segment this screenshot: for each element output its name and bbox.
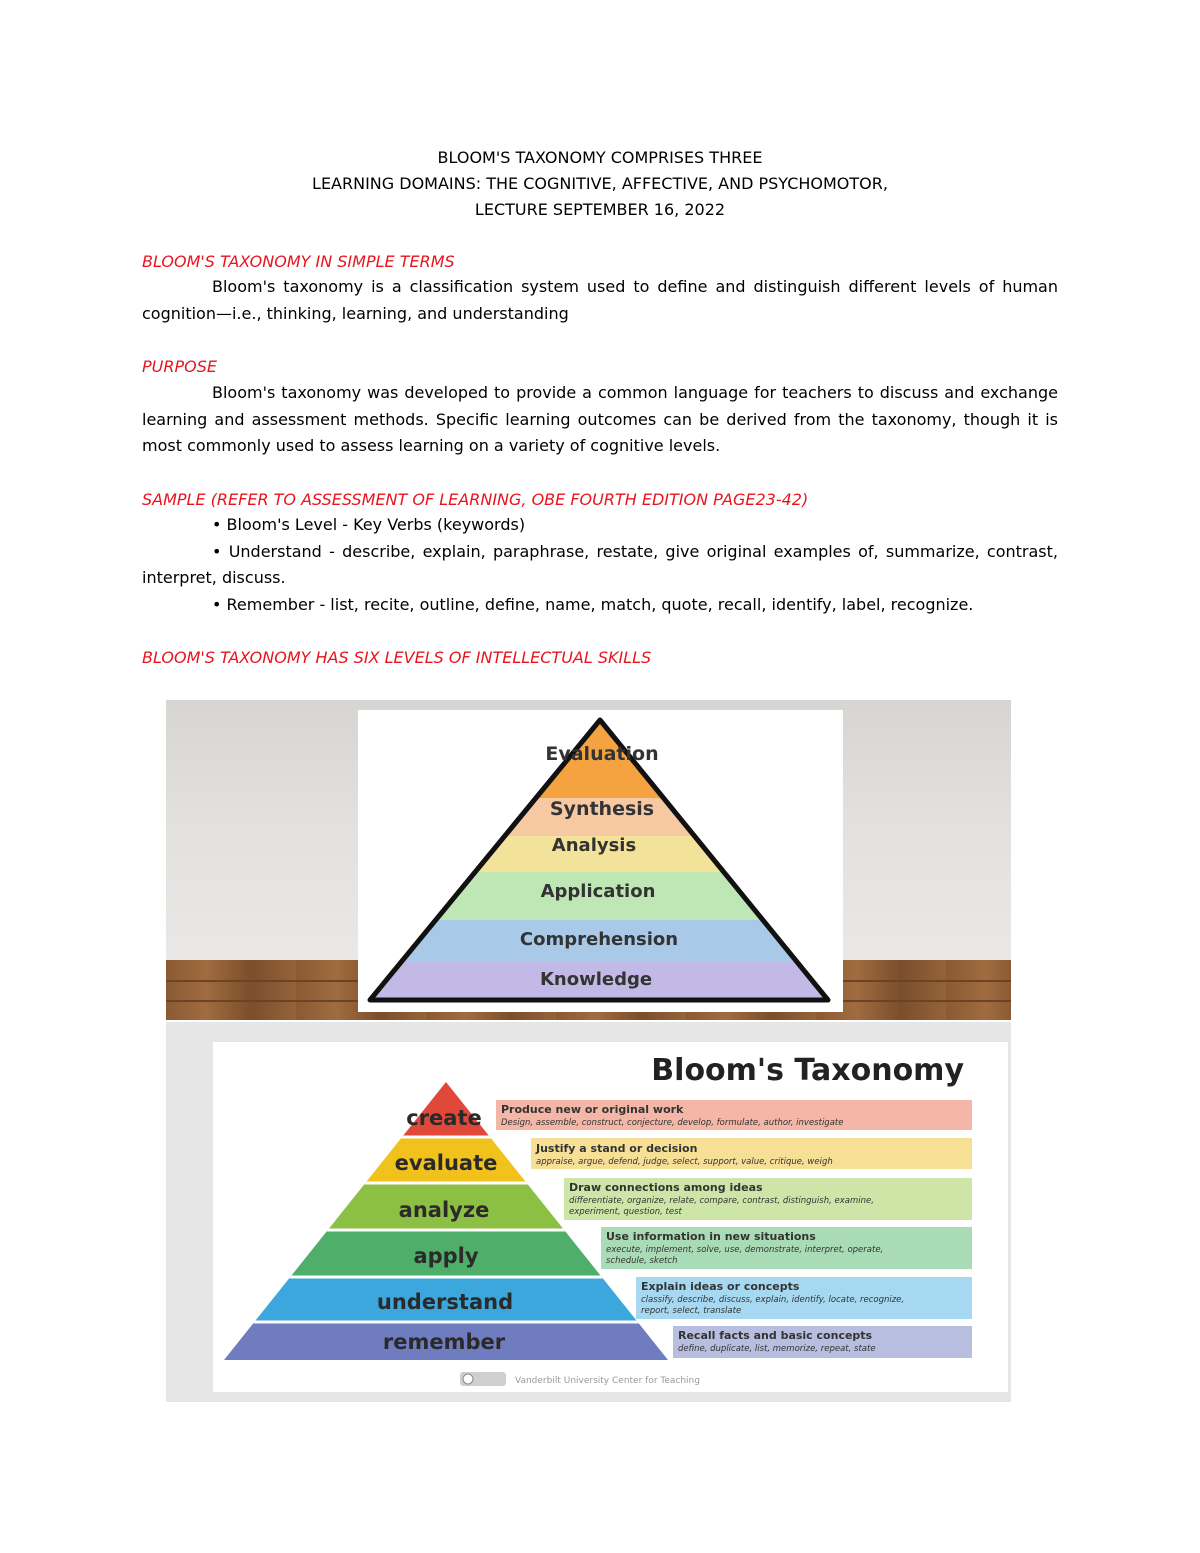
pyramid-label-evaluation: Evaluation xyxy=(545,743,659,765)
description-head-create: Produce new or original work xyxy=(501,1103,684,1116)
figure-pyramid-classic xyxy=(166,700,1011,1020)
heading-simple-terms: BLOOM'S TAXONOMY IN SIMPLE TERMS xyxy=(142,252,455,271)
pyramid-svg xyxy=(358,710,843,1012)
paragraph-simple-terms-text: Bloom's taxonomy is a classification system used to define and distinguish different levels of human cognition—i.e., thinking, learning, and understanding xyxy=(142,277,1058,323)
pyramid-label-application: Application xyxy=(540,881,656,902)
creative-commons-icon xyxy=(460,1372,506,1386)
paragraph-purpose-text: Bloom's taxonomy was developed to provide a common language for teachers to discuss and exchange learning and assessment methods. Specific learning outcomes can be derived from the taxonomy, though it is most commonly used to assess learning on a variety of cognitive levels. xyxy=(142,383,1058,455)
description-head-evaluate: Justify a stand or decision xyxy=(536,1142,698,1155)
description-verbs-remember: define, duplicate, list, memorize, repeat, state xyxy=(678,1344,876,1354)
pyramid-label-create: create xyxy=(406,1106,482,1130)
title-line-3: LECTURE SEPTEMBER 16, 2022 xyxy=(474,200,726,219)
description-verbs-analyze: differentiate, organize, relate, compare, contrast, distinguish, examine, experiment, question, test xyxy=(569,1196,874,1217)
figure2-title: Bloom's Taxonomy xyxy=(651,1053,964,1088)
pyramid-label-remember: remember xyxy=(382,1330,506,1354)
pyramid-label-knowledge: Knowledge xyxy=(539,969,653,990)
description-head-remember: Recall facts and basic concepts xyxy=(678,1329,873,1342)
description-verbs-understand: classify, describe, discuss, explain, identify, locate, recognize, report, select, translate xyxy=(641,1295,905,1316)
pyramid-label-analyze: analyze xyxy=(398,1198,490,1222)
figure-blooms-taxonomy-chart xyxy=(166,1022,1011,1402)
pyramid-label-understand: understand xyxy=(376,1290,514,1314)
paragraph-purpose xyxy=(142,380,1058,460)
heading-purpose: PURPOSE xyxy=(142,357,217,376)
pyramid-label-comprehension: Comprehension xyxy=(519,929,679,950)
title-line-2: LEARNING DOMAINS: THE COGNITIVE, AFFECTIVE, AND PSYCHOMOTOR, xyxy=(312,174,888,193)
document-title xyxy=(0,145,1200,223)
blooms-taxonomy-svg xyxy=(166,1022,1011,1402)
description-verbs-apply: execute, implement, solve, use, demonstrate, interpret, operate, schedule, sketch xyxy=(606,1245,884,1266)
title-line-1: BLOOM'S TAXONOMY COMPRISES THREE xyxy=(437,148,763,167)
pyramid-label-apply: apply xyxy=(413,1244,479,1268)
paragraph-simple-terms xyxy=(142,274,1058,327)
description-verbs-evaluate: appraise, argue, defend, judge, select, support, value, critique, weigh xyxy=(536,1157,833,1167)
heading-six-levels: BLOOM'S TAXONOMY HAS SIX LEVELS OF INTELLECTUAL SKILLS xyxy=(142,648,652,667)
description-verbs-create: Design, assemble, construct, conjecture, develop, formulate, author, investigate xyxy=(501,1118,844,1128)
list-item: • Understand - describe, explain, paraphrase, restate, give original examples of, summarize, contrast, interpret, discuss. xyxy=(142,541,1058,587)
heading-sample: SAMPLE (REFER TO ASSESSMENT OF LEARNING, OBE FOURTH EDITION PAGE23-42) xyxy=(142,490,809,509)
list-item: • Bloom's Level - Key Verbs (keywords) xyxy=(212,515,526,534)
sample-bullet-list xyxy=(142,512,1058,618)
description-head-apply: Use information in new situations xyxy=(606,1230,816,1243)
list-item: • Remember - list, recite, outline, define, name, match, quote, recall, identify, label, recognize. xyxy=(212,594,974,614)
description-head-analyze: Draw connections among ideas xyxy=(569,1181,763,1194)
description-head-understand: Explain ideas or concepts xyxy=(641,1280,800,1293)
pyramid-label-analysis: Analysis xyxy=(551,835,637,856)
pyramid-label-evaluate: evaluate xyxy=(394,1151,498,1175)
pyramid-label-synthesis: Synthesis xyxy=(549,798,655,820)
figure2-credit: Vanderbilt University Center for Teaching xyxy=(515,1376,700,1386)
